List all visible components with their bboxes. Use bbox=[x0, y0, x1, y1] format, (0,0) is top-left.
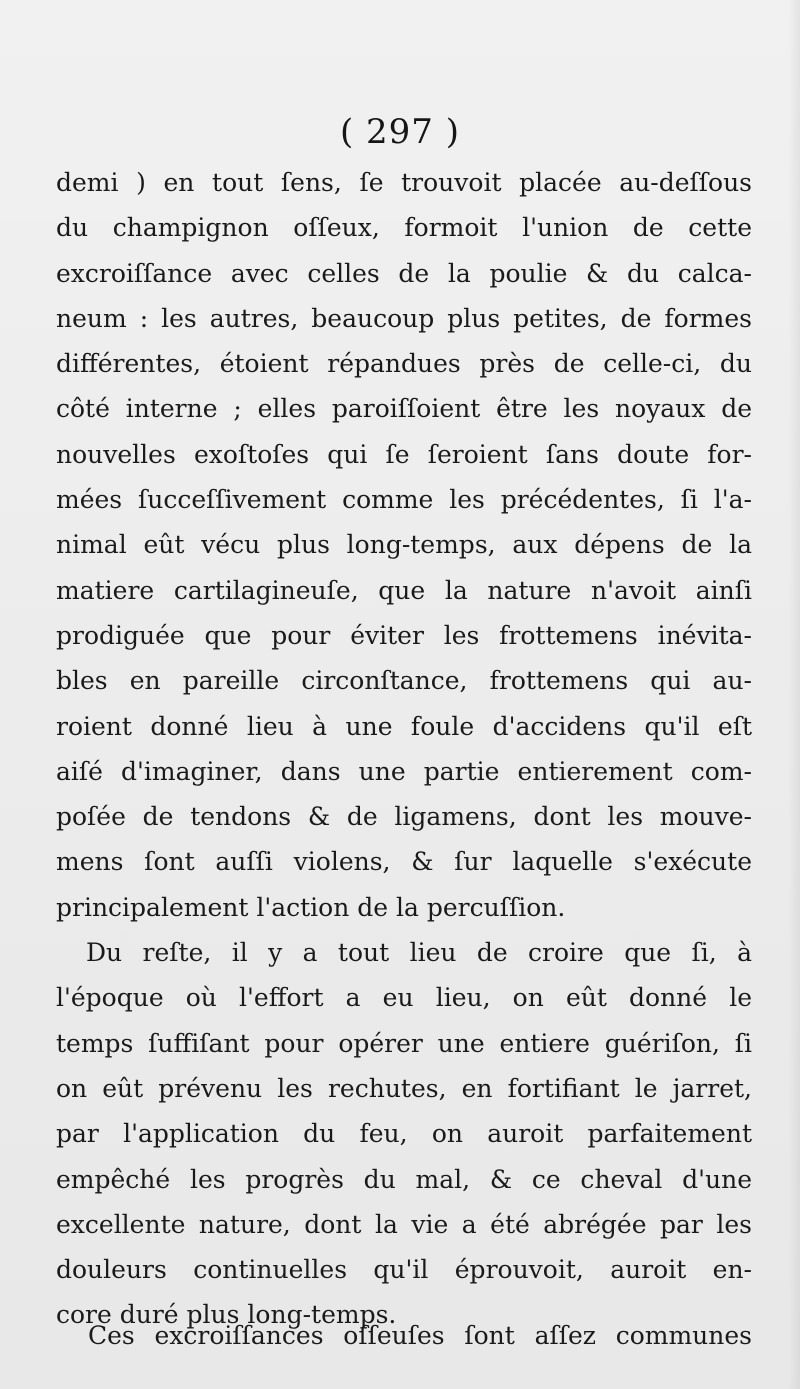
page-text bbox=[56, 160, 752, 1338]
text-line: demi ) en tout ſens, ſe trouvoit placée au-deſſous bbox=[56, 168, 752, 197]
text-line: prodiguée que pour éviter les frottemens inévita- bbox=[56, 620, 752, 650]
text-line: poſée de tendons & de ligamens, dont les mouve- bbox=[56, 802, 752, 832]
text-line: douleurs continuelles qu'il éprouvoit, auroit en- bbox=[56, 1255, 752, 1285]
text-line: temps ſuffiſant pour opérer une entiere guériſon, ſi bbox=[56, 1028, 752, 1058]
text-line: excellente nature, dont la vie a été abrégée par les bbox=[56, 1209, 752, 1239]
text-line: du champignon oſſeux, formoit l'union de cette bbox=[56, 213, 752, 243]
text-line: nimal eût vécu plus long-temps, aux dépens de la bbox=[56, 530, 752, 560]
text-line: côté interne ; elles paroiſſoient être les noyaux de bbox=[56, 394, 752, 424]
text-line: excroiſſance avec celles de la poulie & du calca- bbox=[56, 258, 752, 288]
text-line: core duré plus long-temps. bbox=[56, 1300, 397, 1330]
page-number: ( 297 ) bbox=[339, 112, 461, 152]
text-line: matiere cartilagineuſe, que la nature n'avoit ainſi bbox=[56, 575, 752, 605]
text-line: l'époque où l'effort a eu lieu, on eût donné le bbox=[56, 983, 752, 1013]
text-line: principalement l'action de la percuſſion. bbox=[56, 892, 566, 922]
text-line: mées ſucceſſivement comme les précédentes, ſi l'a- bbox=[56, 485, 752, 515]
text-line: mens ſont auſſi violens, & ſur laquelle s'exécute bbox=[56, 847, 752, 877]
text-line: différentes, étoient répandues près de celle-ci, du bbox=[56, 349, 752, 379]
text-line: nouvelles exoſtoſes qui ſe ſeroient ſans doute for- bbox=[56, 439, 752, 469]
text-line: bles en pareille circonſtance, frottemens qui au- bbox=[56, 666, 752, 696]
page-edge-shadow bbox=[788, 0, 800, 1389]
text-line: roient donné lieu à une foule d'accidens qu'il eſt bbox=[56, 711, 752, 741]
text-line-continued: Ces excroiſſances oſſeuſes ſont aſſez communes bbox=[88, 1321, 752, 1350]
text-line: aiſé d'imaginer, dans une partie entierement com- bbox=[56, 756, 752, 786]
text-line: empêché les progrès du mal, & ce cheval d'une bbox=[56, 1164, 752, 1194]
text-line: par l'application du feu, on auroit parfaitement bbox=[56, 1119, 752, 1149]
text-line: on eût prévenu les rechutes, en fortifiant le jarret, bbox=[56, 1073, 752, 1103]
text-line: neum : les autres, beaucoup plus petites, de formes bbox=[56, 303, 752, 333]
text-line: Du reſte, il y a tout lieu de croire que ſi, à bbox=[86, 938, 752, 968]
